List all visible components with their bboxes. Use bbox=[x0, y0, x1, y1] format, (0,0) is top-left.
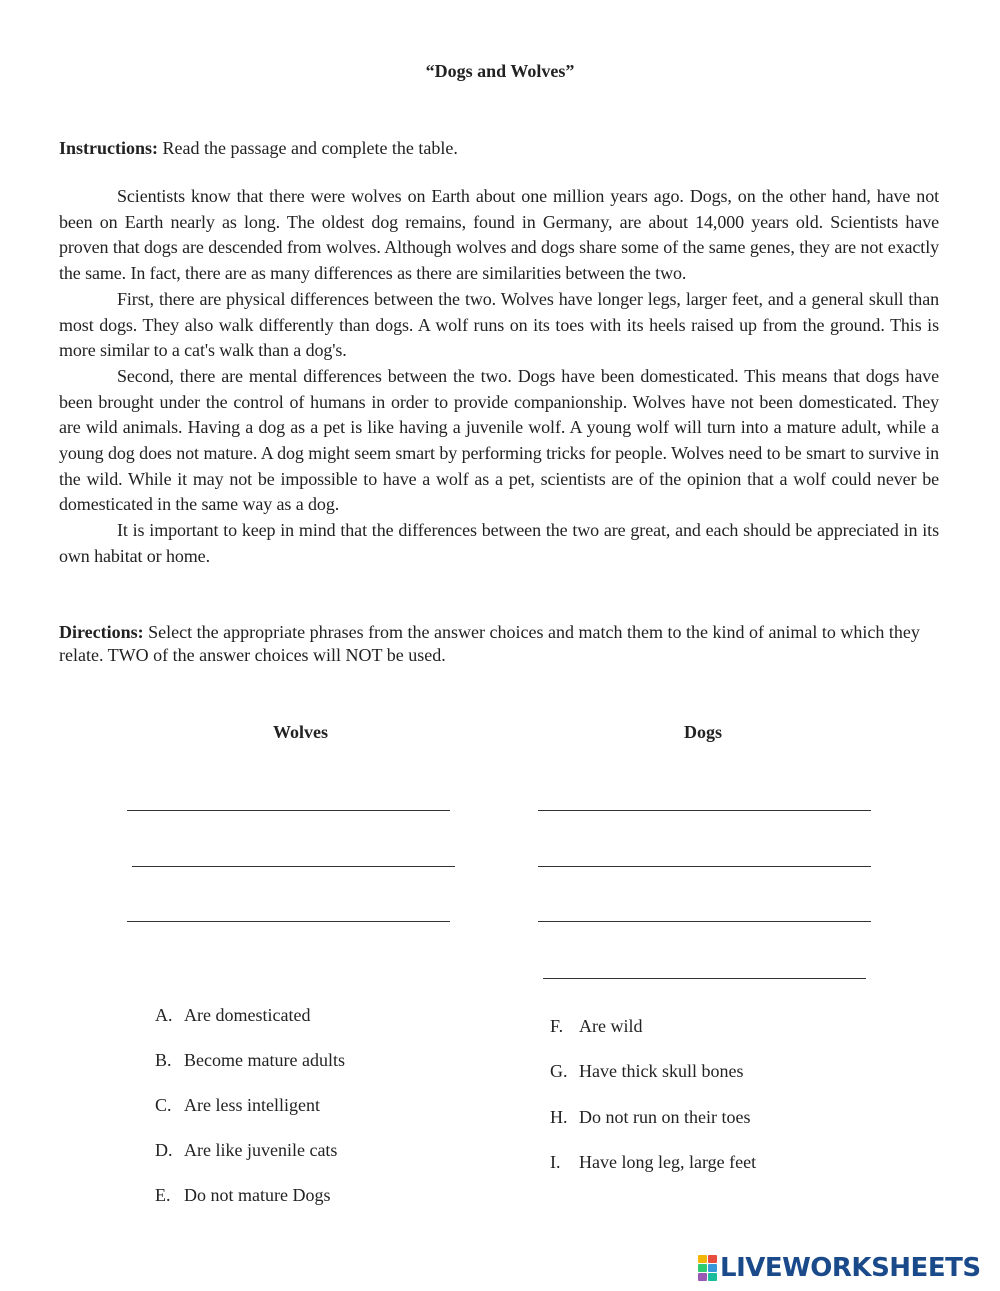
choice-text: Are less intelligent bbox=[184, 1095, 320, 1115]
logo-blocks-icon bbox=[698, 1255, 717, 1281]
choice-text: Have long leg, large feet bbox=[579, 1152, 757, 1172]
wolves-answer-blank-2[interactable] bbox=[132, 866, 455, 867]
choice-letter: D. bbox=[155, 1140, 173, 1160]
wolves-answer-blank-3[interactable] bbox=[127, 921, 450, 922]
logo-text: LIVEWORKSHEETS bbox=[720, 1253, 981, 1283]
choice-f[interactable] bbox=[550, 1016, 642, 1037]
dogs-column-heading: Dogs bbox=[684, 722, 723, 742]
instructions-text: Read the passage and complete the table. bbox=[158, 138, 458, 158]
dogs-answer-blank-4[interactable] bbox=[543, 978, 866, 979]
choice-h[interactable] bbox=[550, 1107, 750, 1128]
choice-text: Have thick skull bones bbox=[579, 1061, 744, 1081]
instructions-label: Instructions: bbox=[59, 138, 159, 158]
dogs-answer-blank-3[interactable] bbox=[538, 921, 871, 922]
passage-paragraph-3: Second, there are mental differences between the two. Dogs have been domesticated. This means that dogs have been brought under the control of humans in order to provide companionship. Wolves have not been domesticated. They are wild animals. Having a dog as a pet is like having a juvenile wolf. A young wolf will turn into a mature adult, while a young dog does not mature. A dog might seem smart by performing tricks for people. Wolves need to be smart to survive in the wild. While it may not be impossible to have a wolf as a pet, scientists are of the opinion that a wolf could never be domesticated in the same way as a dog. bbox=[59, 365, 939, 515]
choice-text: Do not run on their toes bbox=[579, 1107, 751, 1127]
dogs-answer-blank-2[interactable] bbox=[538, 866, 871, 867]
choice-text: Become mature adults bbox=[184, 1050, 345, 1070]
choice-letter: H. bbox=[550, 1107, 568, 1127]
choice-a[interactable] bbox=[155, 1005, 310, 1026]
choice-text: Are like juvenile cats bbox=[184, 1140, 338, 1160]
choice-letter: C. bbox=[155, 1095, 172, 1115]
passage-paragraph-4: It is important to keep in mind that the differences between the two are great, and each should be appreciated in its own habitat or home. bbox=[59, 520, 939, 566]
instructions bbox=[59, 138, 458, 159]
choice-letter: A. bbox=[155, 1005, 173, 1025]
choice-letter: F. bbox=[550, 1016, 564, 1036]
choice-letter: E. bbox=[155, 1185, 171, 1205]
directions bbox=[59, 621, 939, 667]
wolves-answer-blank-1[interactable] bbox=[127, 810, 450, 811]
choice-letter: I. bbox=[550, 1152, 561, 1172]
choice-text: Are domesticated bbox=[184, 1005, 311, 1025]
choice-b[interactable] bbox=[155, 1050, 345, 1071]
choice-c[interactable] bbox=[155, 1095, 320, 1116]
dogs-answer-blank-1[interactable] bbox=[538, 810, 871, 811]
choice-letter: G. bbox=[550, 1061, 568, 1081]
choice-text: Do not mature Dogs bbox=[184, 1185, 331, 1205]
passage-paragraph-1: Scientists know that there were wolves on Earth about one million years ago. Dogs, on the other hand, have not been on Earth nearly as long. The oldest dog remains, found in Germany, are about 14,000 years old. Scientists have proven that dogs are descended from wolves. Although wolves and dogs share some of the same genes, they are not exactly the same. In fact, there are as many differences as there are similarities between the two. bbox=[59, 186, 939, 284]
wolves-column-heading: Wolves bbox=[273, 722, 329, 742]
choice-i[interactable] bbox=[550, 1152, 756, 1173]
choice-e[interactable] bbox=[155, 1185, 330, 1206]
reading-passage bbox=[59, 184, 939, 570]
worksheet-title: “Dogs and Wolves” bbox=[425, 61, 575, 81]
choice-d[interactable] bbox=[155, 1140, 337, 1161]
directions-label: Directions: bbox=[59, 622, 144, 642]
passage-paragraph-2: First, there are physical differences between the two. Wolves have longer legs, larger feet, and a general skull than most dogs. They also walk differently than dogs. A wolf runs on its toes with its heels raised up from the ground. This is more similar to a cat's walk than a dog's. bbox=[59, 288, 939, 361]
liveworksheets-logo bbox=[698, 1253, 981, 1283]
choice-g[interactable] bbox=[550, 1061, 743, 1082]
directions-text: Select the appropriate phrases from the answer choices and match them to the kind of animal to which they relate. TWO of the answer choices will NOT be used. bbox=[59, 622, 920, 665]
choice-text: Are wild bbox=[579, 1016, 643, 1036]
choice-letter: B. bbox=[155, 1050, 172, 1070]
